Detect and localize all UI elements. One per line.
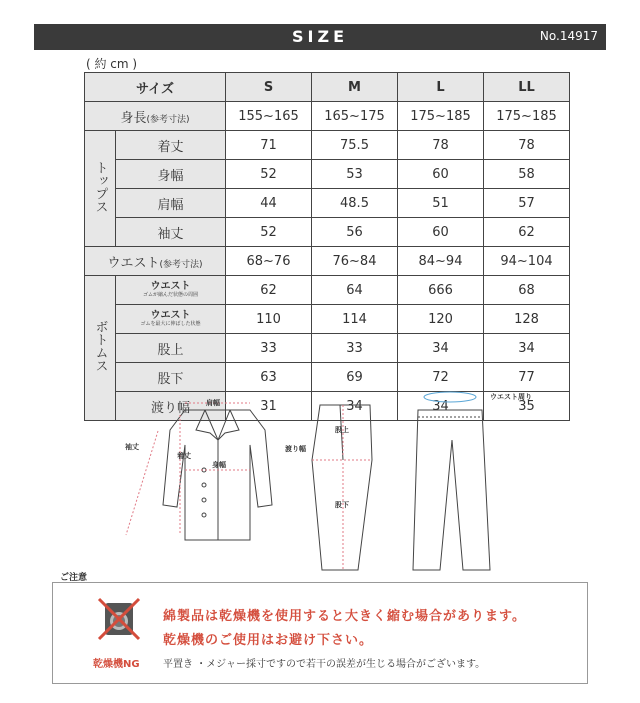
table-row [85,160,570,189]
table-cell: 71 [226,131,312,160]
row-label: 股上 [116,334,226,363]
table-cell: 63 [226,363,312,392]
table-row [85,334,570,363]
row-label: 着丈 [116,131,226,160]
table-cell: 76~84 [312,247,398,276]
table-cell: 155~165 [226,102,312,131]
product-number: No.14917 [539,29,598,43]
table-cell: 94~104 [484,247,570,276]
pants-front-diagram [413,410,490,570]
table-cell: 68~76 [226,247,312,276]
height-row [85,102,570,131]
table-cell: 128 [484,305,570,334]
note-heading: ご注意 [60,573,88,583]
table-row [85,305,570,334]
label-rise: 股上 [335,426,349,434]
table-cell: 35 [484,392,570,421]
table-cell: 75.5 [312,131,398,160]
label-shoulder: 肩幅 [206,399,220,407]
bottoms-group-label: ボトムス [85,276,116,421]
header-ll: LL [484,73,570,102]
waist-loop [424,392,476,402]
row-label: ウエスト ゴムが縮んだ状態の周囲 [116,276,226,305]
table-cell: 33 [312,334,398,363]
table-cell: 52 [226,218,312,247]
header-l: L [398,73,484,102]
row-label: 袖丈 [116,218,226,247]
measurement-illustration [0,385,640,575]
table-cell: 62 [484,218,570,247]
banner-title: SIZE [291,27,348,46]
shirt-diagram [163,410,272,540]
tops-group-label: トップス [85,131,116,247]
row-label: 身幅 [116,160,226,189]
table-cell: 58 [484,160,570,189]
row-label: 股下 [116,363,226,392]
row-label: 肩幅 [116,189,226,218]
table-cell: 110 [226,305,312,334]
table-cell: 62 [226,276,312,305]
row-label: ウエスト ゴムを最大に伸ばした状態 [116,305,226,334]
header-m: M [312,73,398,102]
size-table [84,72,570,421]
waist-row [85,247,570,276]
table-header-row [85,73,570,102]
table-cell: 57 [484,189,570,218]
table-cell: 114 [312,305,398,334]
table-cell: 64 [312,276,398,305]
table-cell: 68 [484,276,570,305]
table-cell: 666 [398,276,484,305]
table-cell: 120 [398,305,484,334]
table-cell: 77 [484,363,570,392]
table-cell: 31 [226,392,312,421]
table-cell: 44 [226,189,312,218]
shirt-measure-lines [126,403,250,535]
table-cell: 60 [398,218,484,247]
label-length: 着丈 [177,452,191,460]
table-cell: 53 [312,160,398,189]
waist-label: ウエスト(参考寸法) [85,247,226,276]
table-row [85,276,570,305]
table-cell: 34 [312,392,398,421]
table-cell: 34 [484,334,570,363]
table-cell: 175~185 [398,102,484,131]
table-cell: 84~94 [398,247,484,276]
table-cell: 56 [312,218,398,247]
table-row [85,218,570,247]
table-cell: 165~175 [312,102,398,131]
height-label: 身長(参考寸法) [85,102,226,131]
table-cell: 72 [398,363,484,392]
notice-box [52,582,588,684]
size-banner [34,24,606,50]
table-row [85,189,570,218]
table-cell: 52 [226,160,312,189]
header-s: S [226,73,312,102]
no-dryer-icon [97,597,141,641]
notice-line-2: 乾燥機のご使用はお避け下さい。 [163,633,374,648]
table-cell: 78 [484,131,570,160]
table-cell: 175~185 [484,102,570,131]
label-sleeve: 袖丈 [125,443,139,451]
table-cell: 34 [398,392,484,421]
table-row [85,131,570,160]
label-waist-around: ウエスト周り [490,393,532,401]
table-cell: 33 [226,334,312,363]
dryer-ng-tag: 乾燥機NG [93,659,140,670]
notice-line-3: 平置き ・メジャー採寸ですので若干の誤差が生じる場合がございます。 [163,659,486,670]
table-cell: 48.5 [312,189,398,218]
table-cell: 60 [398,160,484,189]
header-size: サイズ [85,73,226,102]
table-cell: 51 [398,189,484,218]
table-cell: 78 [398,131,484,160]
table-cell: 69 [312,363,398,392]
notice-line-1: 綿製品は乾燥機を使用すると大きく縮む場合があります。 [163,609,526,624]
label-thigh: 渡り幅 [285,445,306,453]
row-label: 渡り幅 [116,392,226,421]
table-cell: 34 [398,334,484,363]
label-width: 身幅 [212,461,226,469]
label-inseam: 股下 [335,501,349,509]
unit-label: ( 約 cm ) [86,57,138,71]
